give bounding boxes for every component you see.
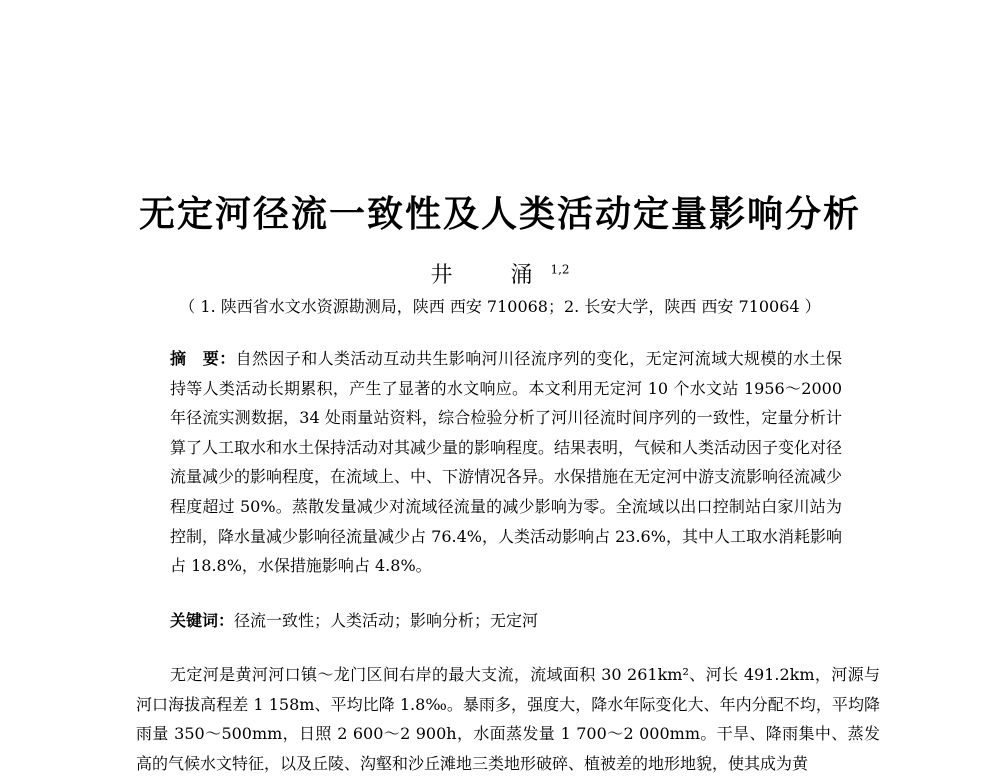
- keywords-text: 径流一致性；人类活动；影响分析；无定河: [234, 611, 539, 630]
- abstract: [170, 344, 842, 581]
- keywords: [170, 608, 842, 631]
- affiliation: （ 1. 陕西省水文水资源勘测局，陕西 西安 710068；2. 长安大学，陕西 西安 710064 ）: [179, 297, 821, 316]
- body-paragraph: 无定河是黄河河口镇～龙门区间右岸的最大支流，流域面积 30 261km²、河长 491.2km，河源与河口海拔高程差 1 158m、平均比降 1.8‰。暴雨多，强度大，降水年际变化大、年内分配不均，平均降雨量 350～500mm，日照 2 600～2 900h，水面蒸发量 1 700～2 000mm。干旱、降雨集中、蒸发高的气候水文特征，以及丘陵、沟壑和沙丘滩地三类地形破碎、植被差的地形地貌，使其成为黄: [136, 665, 880, 773]
- author-line: [0, 258, 1000, 289]
- abstract-label: 摘 要：: [170, 349, 236, 368]
- page-title: 无定河径流一致性及人类活动定量影响分析: [138, 194, 861, 235]
- keywords-label: 关键词：: [170, 611, 235, 630]
- author-name: 井 涌: [430, 263, 551, 288]
- abstract-text: 自然因子和人类活动互动共生影响河川径流序列的变化，无定河流域大规模的水土保持等人类活动长期累积，产生了显著的水文响应。本文利用无定河 10 个水文站 1956～2000 年径流实测数据，34 处雨量站资料，综合检验分析了河川径流时间序列的一致性，定量分析计算了人工取水和水土保持活动对其减少量的影响程度。结果表明，气候和人类活动因子变化对径流量减少的影响程度，在流域上、中、下游情况各异。水保措施在无定河中游支流影响径流减少程度超过 50%。蒸散发量减少对流域径流量的减少影响为零。全流域以出口控制站白家川站为控制，降水量减少影响径流量减少占 76.4%，人类活动影响占 23.6%，其中人工取水消耗影响占 18.8%，水保措施影响占 4.8%。: [170, 349, 843, 576]
- author-affiliation-marker: 1,2: [550, 262, 570, 277]
